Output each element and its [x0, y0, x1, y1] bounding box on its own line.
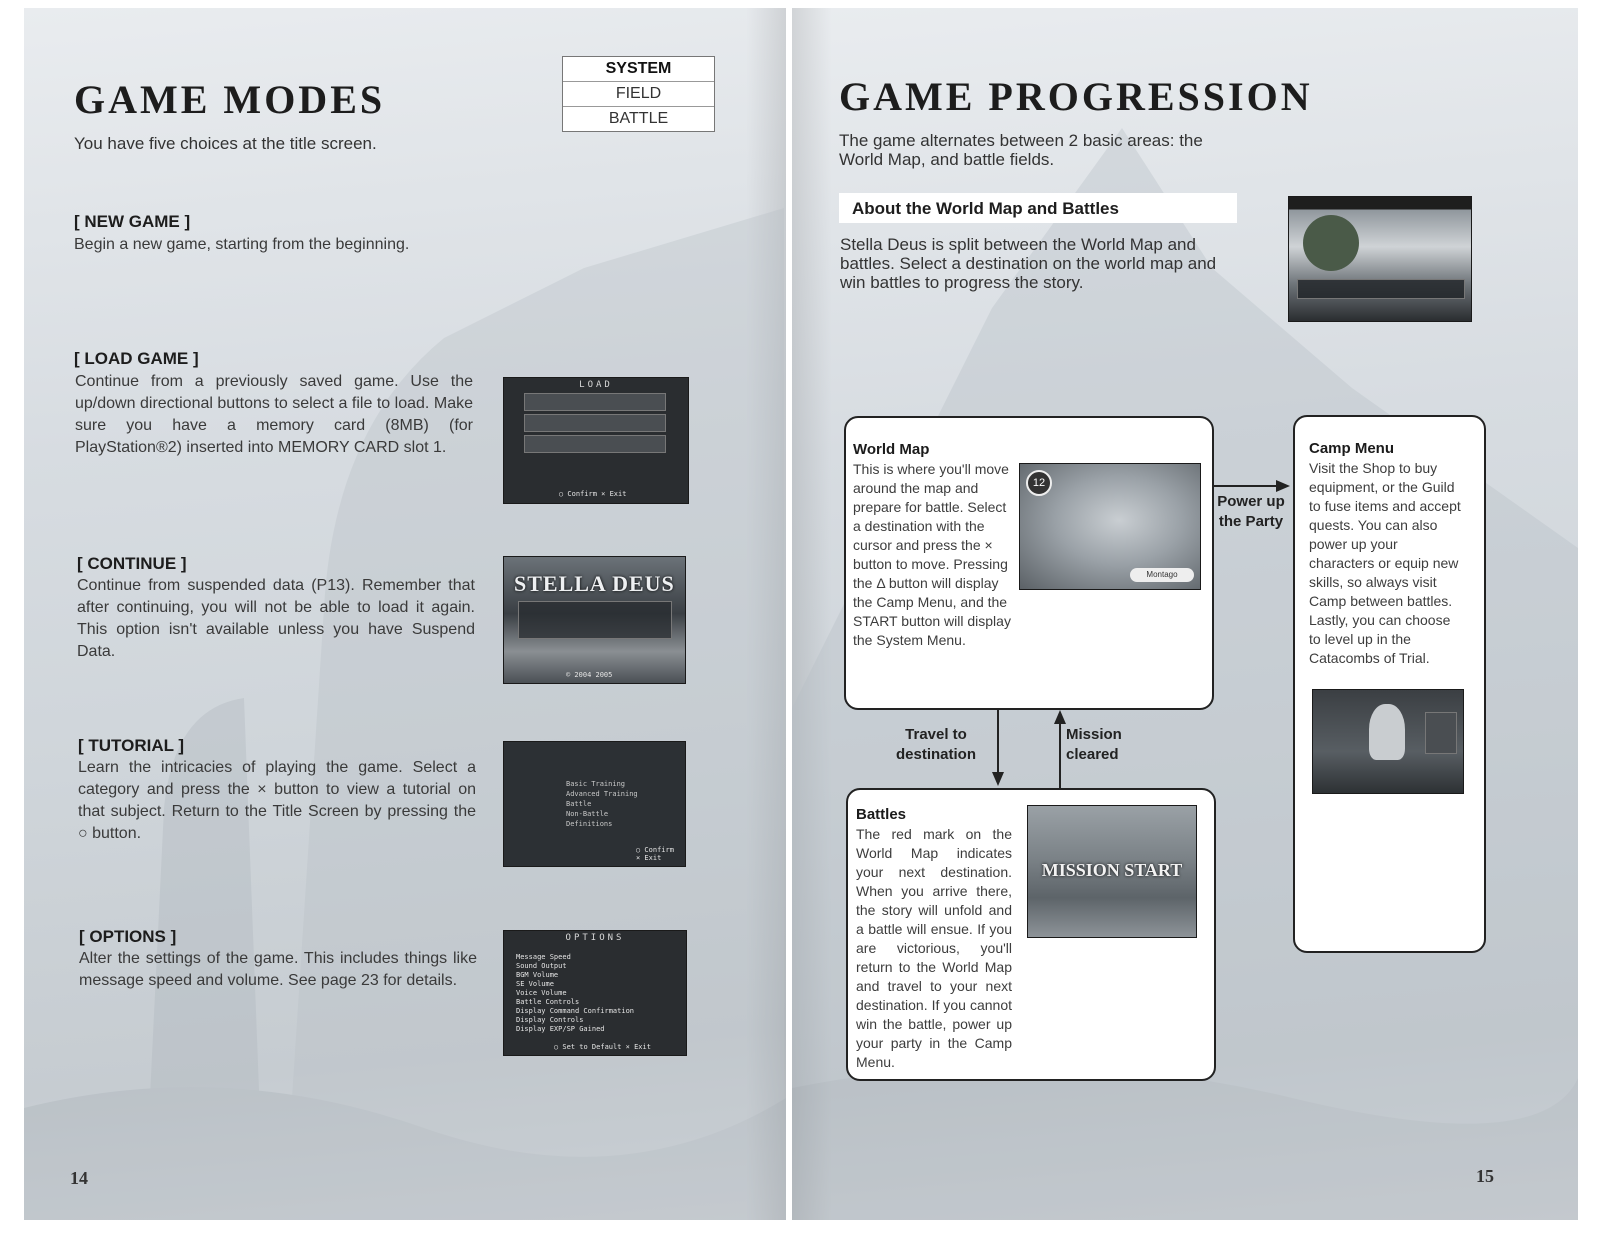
- world-map-title: World Map: [853, 441, 930, 458]
- section-title-options: [ OPTIONS ]: [79, 927, 177, 946]
- turn-counter-icon: 12: [1026, 470, 1052, 496]
- copyright: © 2004 2005: [566, 671, 613, 679]
- option-item: BGM Volume: [516, 971, 559, 979]
- world-map-body: This is where you'll move around the map and prepare for battle. Select a destination with the cursor and press the × button to move. Pressing the Δ button will display the Camp Menu, and the START button will display the System Menu.: [853, 461, 1011, 648]
- section-title-tutorial: [ TUTORIAL ]: [78, 736, 185, 755]
- travel-label: Travel to destination: [895, 726, 976, 763]
- page-title: GAME MODES: [74, 77, 386, 122]
- page-intro: You have five choices at the title screen.: [74, 134, 377, 153]
- tutorial-footer-confirm: ○ Confirm: [636, 846, 674, 854]
- section-body-continue: Continue from suspended data (P13). Remember that after continuing, you will not be able to load it again. This option isn't available unless you have Suspend Data.: [77, 577, 475, 660]
- arrowhead-icon: [1276, 480, 1290, 492]
- mission-start-text: MISSION START: [1041, 860, 1183, 880]
- camp-menu-title: Camp Menu: [1309, 440, 1395, 457]
- option-item: SE Volume: [516, 980, 554, 988]
- arrowhead-icon: [992, 772, 1004, 786]
- mode-tab-field: FIELD: [563, 81, 714, 106]
- option-item: Battle Controls: [516, 998, 580, 1006]
- page-number: 15: [1476, 1166, 1494, 1186]
- stella-deus-logo: STELLA DEUS: [514, 571, 675, 596]
- load-screen-title: LOAD: [579, 380, 613, 390]
- section-body-tutorial: Learn the intricacies of playing the game. Select a category and press the × button to view a tutorial on that subject. Return to the Title Screen by pressing the ○ button.: [78, 759, 476, 842]
- section-title-new-game: [ NEW GAME ]: [74, 212, 191, 231]
- battles-title: Battles: [856, 806, 907, 823]
- options-footer: ○ Set to Default × Exit: [554, 1043, 651, 1051]
- option-item: Message Speed: [516, 953, 571, 961]
- section-title-load-game: [ LOAD GAME ]: [74, 349, 199, 368]
- option-item: Display EXP/SP Gained: [516, 1025, 605, 1033]
- option-item: Sound Output: [516, 962, 567, 970]
- camp-menu-body: Visit the Shop to buy equipment, or the Guild to fuse items and accept quests. You can also power up your characters or equip new skills, so always visit Camp between battles. Lastly, you can choose to level up in the Catacombs of Trial.: [1309, 460, 1461, 666]
- section-title-about: About the World Map and Battles: [852, 199, 1119, 218]
- tutorial-menu-item: Advanced Training: [566, 790, 638, 798]
- battles-body: The red mark on the World Map indicates your next destination. When you arrive there, the story will unfold and a battle will ensue. If you are victorious, you'll return to the World Map and travel to your next destination. If you cannot win the battle, power up your party in the Camp Menu.: [856, 826, 1012, 1070]
- power-up-label: Power up the Party: [1217, 493, 1285, 530]
- arrowhead-icon: [1054, 710, 1066, 724]
- section-title-continue: [ CONTINUE ]: [77, 554, 187, 573]
- mode-tab-system: SYSTEM: [605, 60, 672, 77]
- option-item: Voice Volume: [516, 989, 567, 997]
- load-screen-footer: ○ Confirm × Exit: [559, 490, 627, 498]
- tutorial-footer-exit: × Exit: [636, 854, 662, 862]
- section-body-about: Stella Deus is split between the World Map and battles. Select a destination on the world map and win battles to progress the story.: [840, 235, 1217, 292]
- page-title: GAME PROGRESSION: [839, 74, 1313, 119]
- page-intro: The game alternates between 2 basic areas: the World Map, and battle fields.: [839, 131, 1203, 169]
- section-body-options: Alter the settings of the game. This includes things like message speed and volume. See page 23 for details.: [79, 950, 477, 989]
- options-screen-title: OPTIONS: [565, 933, 625, 943]
- mode-tab-battle: BATTLE: [563, 106, 714, 131]
- option-item: Display Controls: [516, 1016, 584, 1024]
- location-label: Montago: [1130, 568, 1194, 582]
- tutorial-menu-item: Basic Training: [566, 780, 626, 788]
- section-body-new-game: Begin a new game, starting from the beginning.: [74, 236, 410, 253]
- tutorial-menu-item: Battle: [566, 800, 592, 808]
- tutorial-menu-item: Definitions: [566, 820, 613, 828]
- section-body-load-game: Continue from a previously saved game. Use the up/down directional buttons to select a file to load. Make sure you have a memory card (8MB) (for PlayStation®2) inserted into MEMORY CARD slot 1.: [75, 373, 473, 456]
- tutorial-menu-item: Non-Battle: [566, 810, 609, 818]
- mission-cleared-label: Mission cleared: [1066, 726, 1122, 763]
- option-item: Display Command Confirmation: [516, 1007, 635, 1015]
- page-number: 14: [70, 1168, 88, 1188]
